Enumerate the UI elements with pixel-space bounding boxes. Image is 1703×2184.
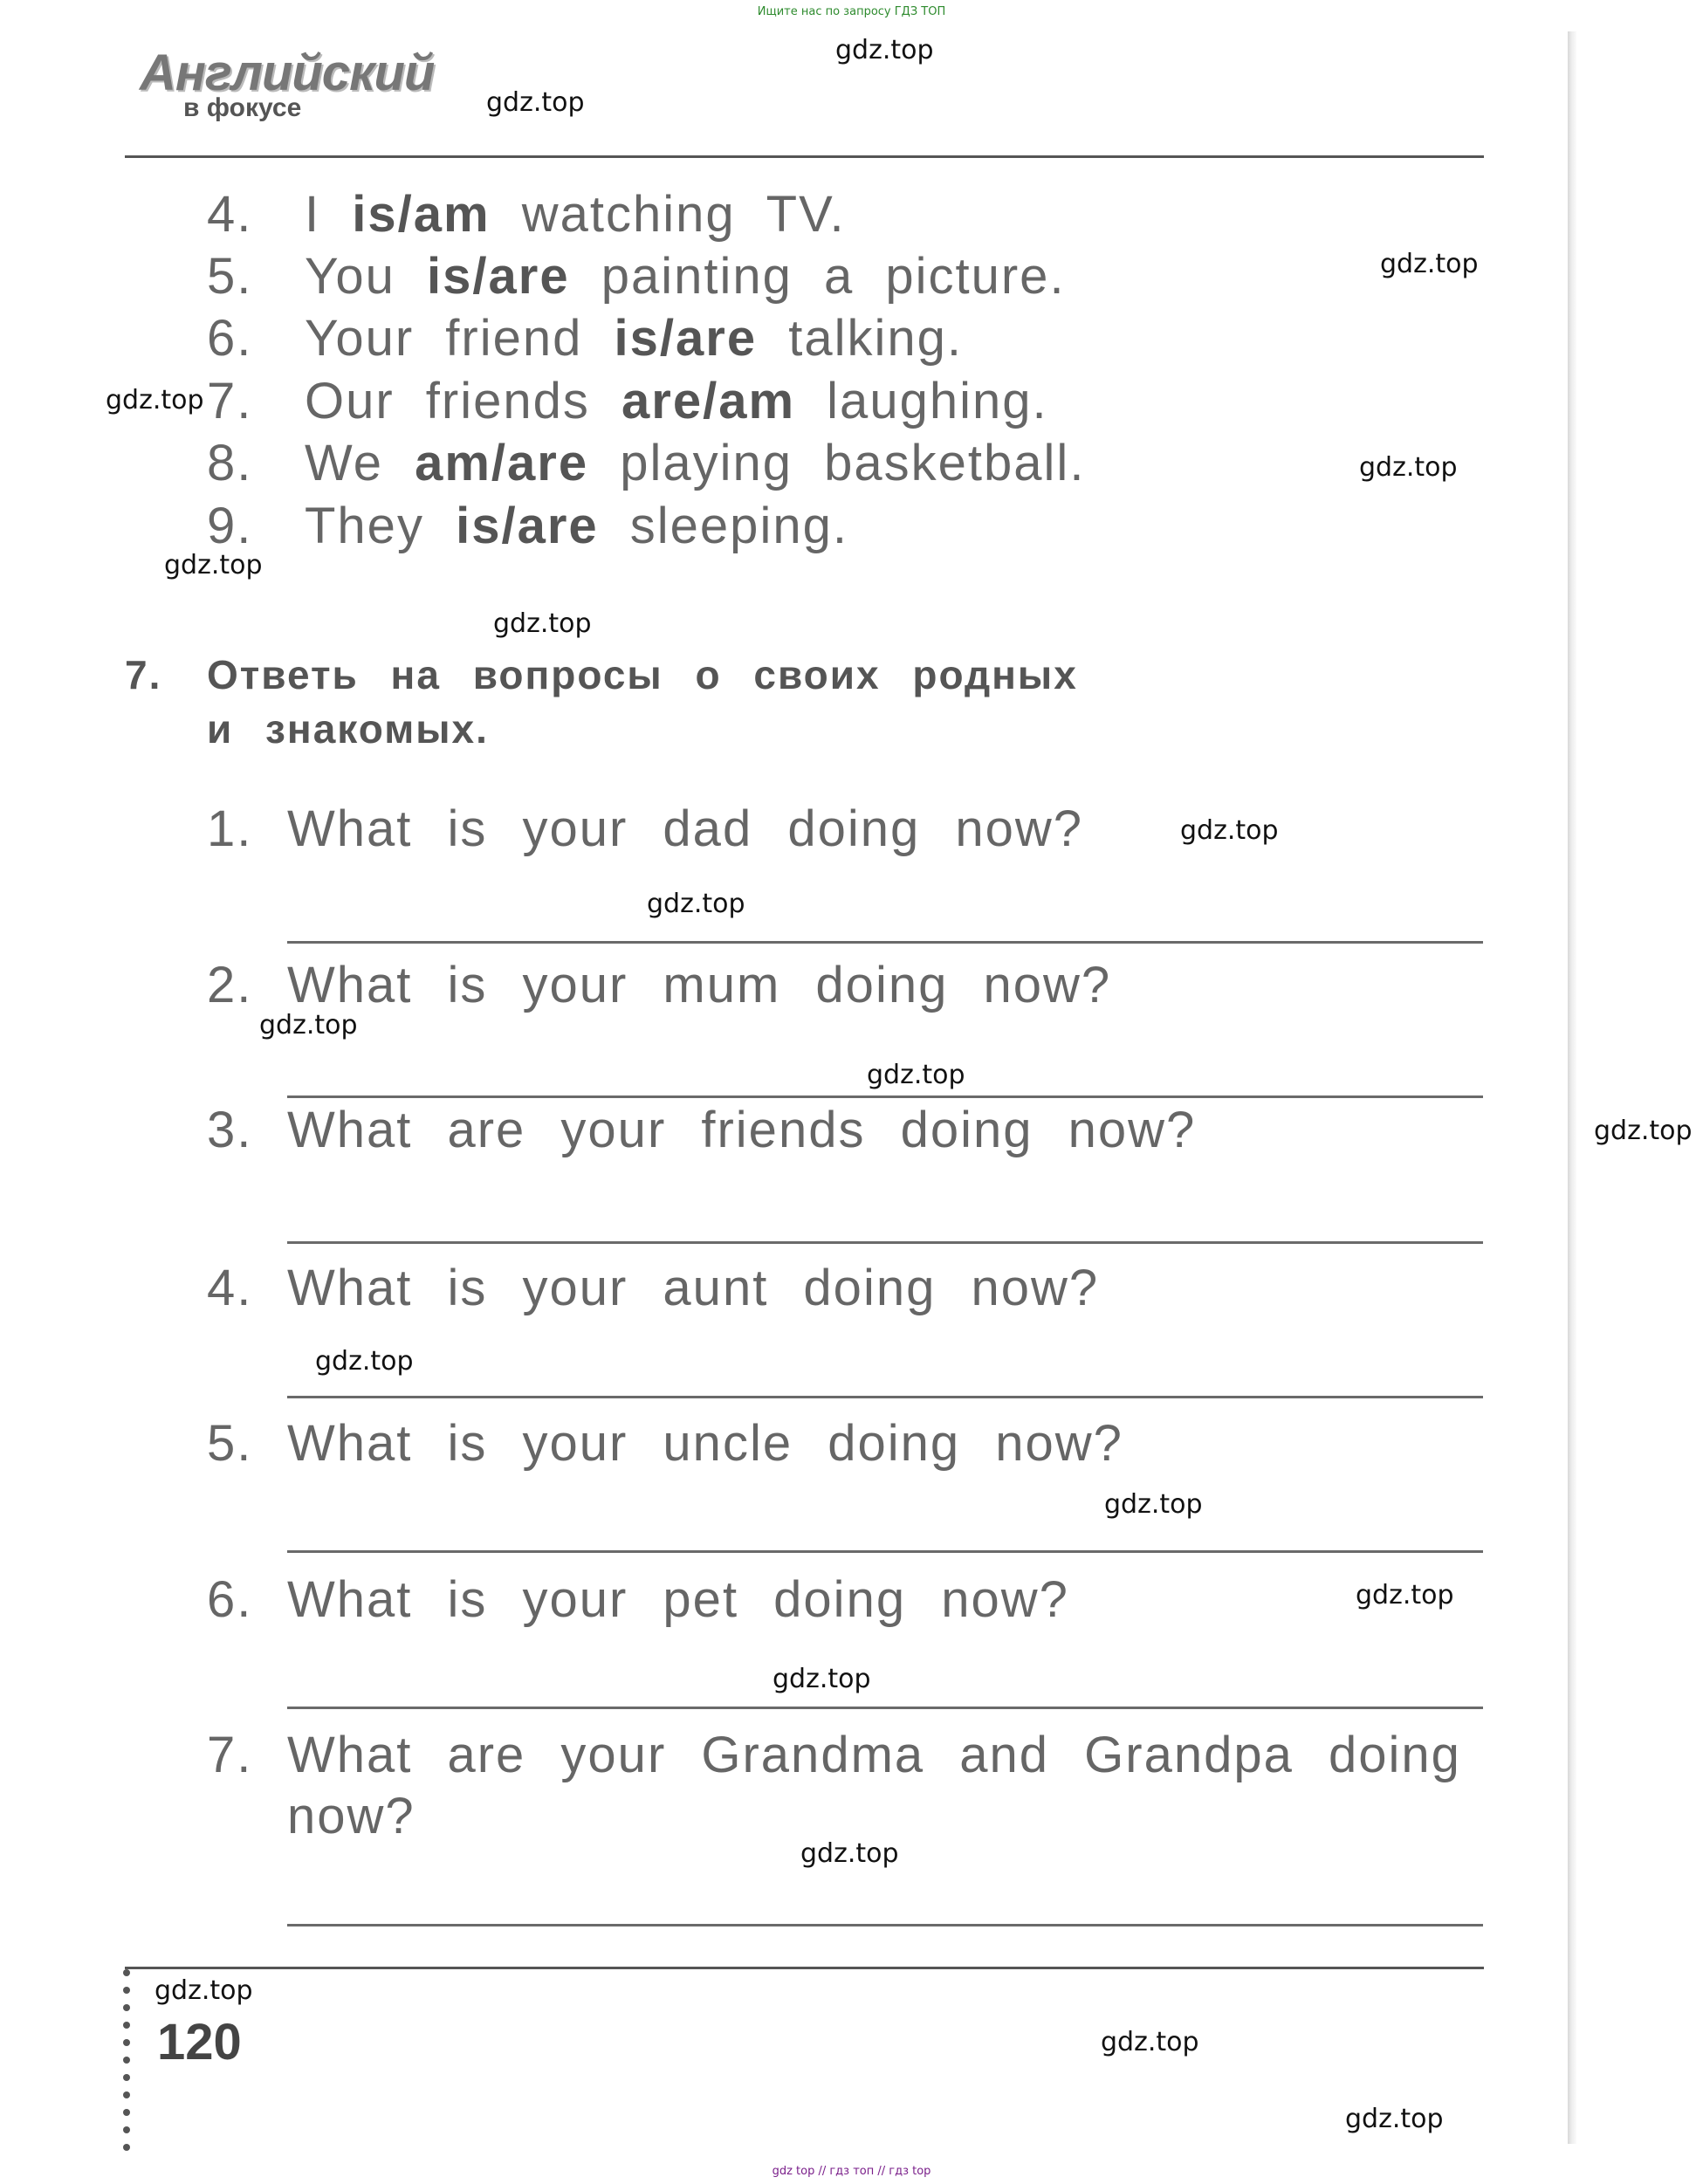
item-choice: is/are <box>427 248 570 305</box>
item-subject: Your friend <box>305 310 583 367</box>
watermark-text: gdz.top <box>1345 2104 1444 2134</box>
page-number: 120 <box>157 2014 242 2071</box>
watermark-text: gdz.top <box>1594 1116 1693 1146</box>
item-number: 9. <box>207 498 253 554</box>
item-number: 6. <box>207 310 253 367</box>
watermark-text: gdz.top <box>1359 452 1458 483</box>
item-choice: is/are <box>456 498 599 554</box>
item-rest: painting a picture. <box>601 248 1066 305</box>
watermark-text: gdz.top <box>486 87 585 118</box>
item-choice: am/are <box>415 435 589 491</box>
watermark-text: gdz.top <box>106 385 204 416</box>
item-choice: are/am <box>621 373 796 429</box>
question <box>207 1569 1069 1631</box>
question-number: 1. <box>207 800 253 857</box>
question-number: 5. <box>207 1415 253 1472</box>
footer-rule <box>125 1967 1484 1969</box>
item-choice: is/are <box>614 310 758 367</box>
exercise-item <box>207 497 848 555</box>
answer-line[interactable] <box>287 1707 1483 1709</box>
answer-line[interactable] <box>287 1241 1483 1244</box>
watermark-text: gdz.top <box>259 1010 358 1040</box>
item-rest: laughing. <box>827 373 1048 429</box>
question-text-continued: now? <box>287 1788 415 1844</box>
dotted-margin <box>123 1969 132 2161</box>
watermark-text: gdz.top <box>315 1346 414 1377</box>
watermark-text: gdz.top <box>164 550 263 580</box>
question-text: What is your pet doing now? <box>287 1571 1069 1628</box>
item-number: 8. <box>207 435 253 491</box>
item-rest: watching TV. <box>521 186 846 243</box>
question-number: 7. <box>207 1727 253 1783</box>
item-subject: I <box>305 186 321 243</box>
exercise-item <box>207 372 1048 430</box>
exercise-item <box>207 185 846 244</box>
watermark-text: gdz.top <box>1104 1489 1203 1520</box>
question-number: 6. <box>207 1571 253 1628</box>
task-number: 7. <box>125 652 162 697</box>
item-choice: is/am <box>352 186 491 243</box>
item-subject: Our friends <box>305 373 590 429</box>
item-subject: They <box>305 498 424 554</box>
item-number: 7. <box>207 373 253 429</box>
top-search-note: Ищите нас по запросу ГДЗ ТОП <box>757 5 946 18</box>
task-title <box>207 648 1078 756</box>
watermark-text: gdz.top <box>1180 815 1279 846</box>
task-title-line: и знакомых. <box>207 706 489 752</box>
logo-title: Английский <box>140 45 435 101</box>
header-rule <box>125 155 1484 158</box>
question-text: What are your friends doing now? <box>287 1102 1197 1158</box>
watermark-text: gdz.top <box>1380 249 1479 279</box>
exercise-item <box>207 434 1085 492</box>
question <box>207 1258 1099 1319</box>
answer-line[interactable] <box>287 1924 1483 1926</box>
item-rest: talking. <box>788 310 963 367</box>
book-logo <box>140 45 435 123</box>
item-subject: You <box>305 248 395 305</box>
question <box>207 1100 1196 1161</box>
watermark-text: gdz.top <box>493 608 592 639</box>
exercise-item <box>207 247 1066 306</box>
question-text: What are your Grandma and Grandpa doing <box>287 1727 1461 1783</box>
item-rest: playing basketball. <box>620 435 1086 491</box>
question-number: 4. <box>207 1260 253 1316</box>
answer-line[interactable] <box>287 1550 1483 1553</box>
question-text: What is your mum doing now? <box>287 957 1112 1013</box>
item-rest: sleeping. <box>629 498 848 554</box>
answer-line[interactable] <box>287 1396 1483 1398</box>
page-edge-shadow <box>1568 31 1576 2144</box>
question-number: 2. <box>207 957 253 1013</box>
task-title-line: Ответь на вопросы о своих родных <box>207 652 1078 697</box>
item-number: 5. <box>207 248 253 305</box>
exercise-item <box>207 309 963 367</box>
watermark-text: gdz.top <box>835 35 934 65</box>
watermark-text: gdz.top <box>1101 2027 1199 2057</box>
question <box>207 1725 1461 1847</box>
watermark-text: gdz.top <box>773 1664 871 1694</box>
watermark-text: gdz.top <box>1356 1580 1454 1611</box>
question <box>207 799 1083 860</box>
answer-line[interactable] <box>287 1095 1483 1098</box>
answer-line[interactable] <box>287 941 1483 944</box>
logo-subtitle: в фокусе <box>183 93 302 122</box>
question <box>207 1413 1123 1474</box>
question-text: What is your aunt doing now? <box>287 1260 1100 1316</box>
item-subject: We <box>305 435 383 491</box>
item-number: 4. <box>207 186 253 243</box>
question-text: What is your dad doing now? <box>287 800 1083 857</box>
watermark-text: gdz.top <box>800 1838 899 1869</box>
watermark-text: gdz.top <box>647 889 745 919</box>
watermark-text: gdz.top <box>867 1060 965 1090</box>
question-text: What is your uncle doing now? <box>287 1415 1123 1472</box>
question-number: 3. <box>207 1102 253 1158</box>
question <box>207 955 1111 1016</box>
bottom-note: gdz top // гдз топ // гдз top <box>772 2165 931 2178</box>
watermark-text: gdz.top <box>155 1975 253 2006</box>
